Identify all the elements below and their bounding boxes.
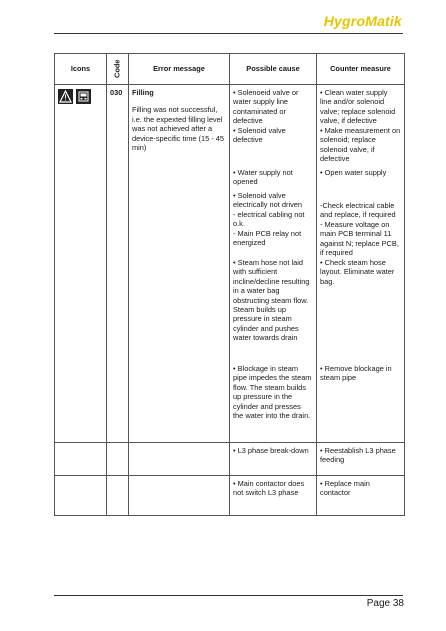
empty-cell (129, 476, 230, 516)
table-row (55, 85, 405, 443)
cause-2: • Solenoid valve defective (233, 126, 286, 145)
col-possible-cause: Possible cause (230, 54, 317, 85)
measure-5: • Check steam hose layout. Eliminate water bag. (320, 258, 395, 286)
cause-3: • Water supply not opened (233, 168, 293, 187)
measures-cell (317, 85, 405, 443)
empty-cell (107, 476, 129, 516)
empty-cell (107, 443, 129, 476)
error-title: Filling (132, 88, 154, 97)
measure-l3: • Reestablish L3 phase feeding (317, 443, 405, 476)
table-row (55, 476, 405, 516)
logo-part2: Matik (365, 13, 402, 29)
cause-l3: • L3 phase break-down (230, 443, 317, 476)
table-row (55, 443, 405, 476)
cause-4: • Solenoid valve electrically not driven - electrical cabling not o.k. - Main PCB relay not energized (233, 191, 305, 248)
display-icon (76, 89, 91, 104)
cause-1: • Solenoeid valve or water supply line contaminated or defective (233, 88, 299, 126)
measure-contactor: • Replace main contactor (317, 476, 405, 516)
col-error-message: Error message (129, 54, 230, 85)
bottom-rule (54, 595, 403, 596)
col-icons: Icons (55, 54, 107, 85)
measure-2: • Make measurement on solenoid; replace solenoid valve, if defective (320, 126, 401, 164)
cause-6: • Blockage in steam pipe impedes the steam flow. The steam builds up pressure in the cylinder and presses the water into the drain. (233, 364, 312, 421)
empty-cell (129, 443, 230, 476)
measure-4: -Check electrical cable and replace, if required - Measure voltage on main PCB terminal 11 against N; replace PCB, if required (320, 201, 399, 258)
code-value: 030 (107, 85, 129, 443)
header-row (55, 54, 405, 85)
measure-3: • Open water supply (320, 168, 387, 177)
causes-cell (230, 85, 317, 443)
warning-icon (58, 89, 73, 104)
hygromatik-logo (324, 13, 402, 29)
cause-5: • Steam hose not laid with sufficient incline/decline resulting in a water bag obstructing steam flow. Steam builds up pressure in steam cylinder and pushes water towards drain (233, 258, 310, 343)
page-number: Page 38 (366, 598, 404, 609)
empty-cell (55, 476, 107, 516)
measure-1: • Clean water supply line and/or solenoid valve; replace solenoid valve, if defective (320, 88, 396, 126)
icons-cell (55, 85, 107, 443)
error-table (54, 53, 405, 516)
logo-part1: Hygro (323, 13, 366, 29)
cause-contactor: • Main contactor does not switch L3 phase (230, 476, 317, 516)
measure-6: • Remove blockage in steam pipe (320, 364, 392, 383)
error-message-cell (129, 85, 230, 443)
top-rule (54, 33, 403, 34)
error-description: Filling was not successful, i.e. the expexted filling level was not achieved after a device-specific time (15 - 45 min) (132, 105, 225, 153)
col-counter-measure: Counter measure (317, 54, 405, 85)
empty-cell (55, 443, 107, 476)
col-code: Code (107, 54, 129, 85)
